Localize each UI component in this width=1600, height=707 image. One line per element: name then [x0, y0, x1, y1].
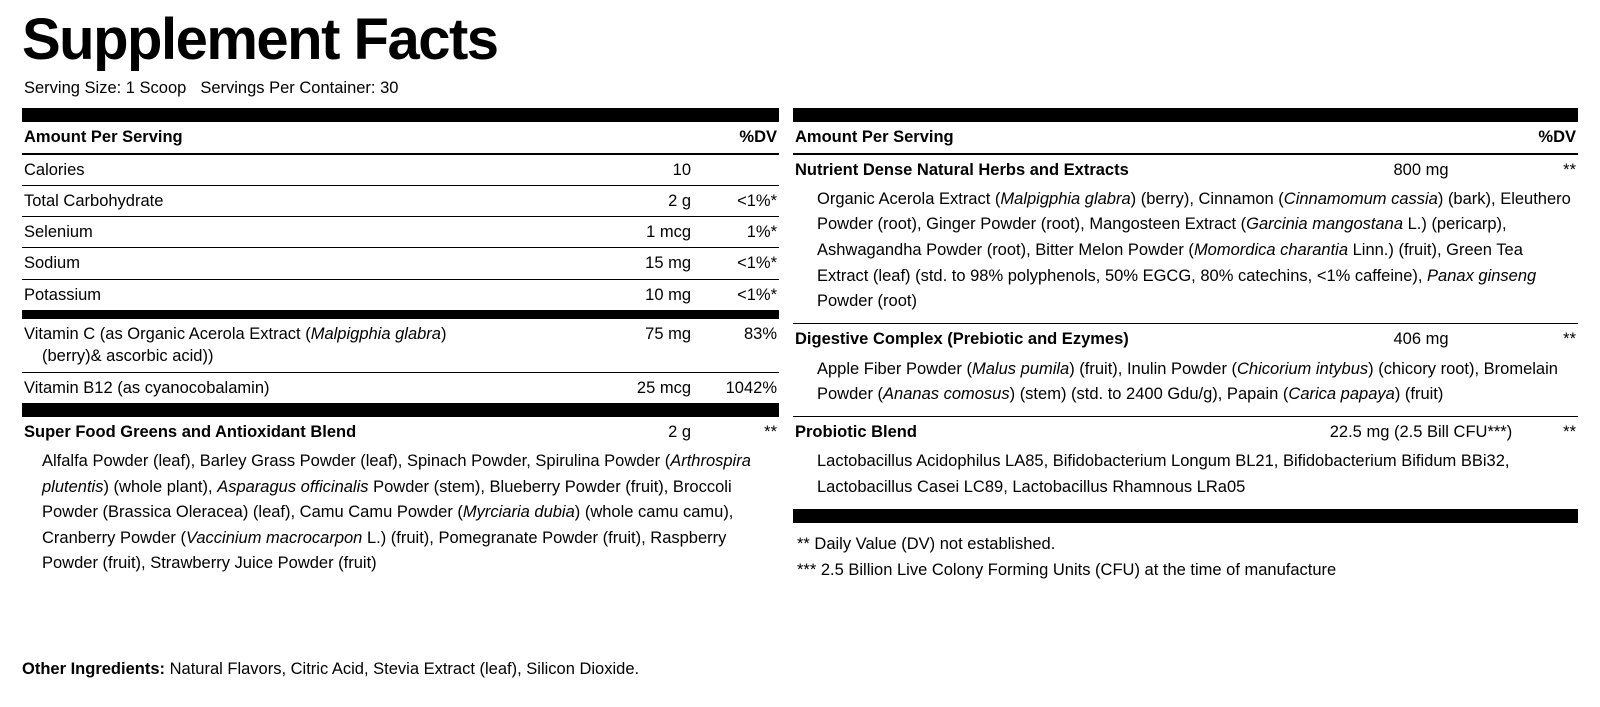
- other-ingredients-text: Natural Flavors, Citric Acid, Stevia Extract (leaf), Silicon Dioxide.: [165, 660, 640, 678]
- nutrient-amount: 10 mg: [645, 285, 691, 304]
- blend-amount: 2 g: [668, 422, 691, 441]
- left-blend-bar: [22, 403, 779, 417]
- vitamin-name-post: ): [440, 324, 447, 343]
- nutrient-name: Sodium: [24, 254, 80, 273]
- other-ingredients-label: Other Ingredients:: [22, 660, 166, 678]
- servings-per-container-label: Servings Per Container: 30: [200, 78, 399, 97]
- right-column-header: [793, 122, 1578, 153]
- supplement-facts-panel: [22, 7, 1578, 585]
- vitamin-dv: 1042%: [725, 378, 777, 397]
- footnotes: [793, 523, 1578, 584]
- blend-title: Super Food Greens and Antioxidant Blend: [24, 422, 357, 441]
- table-row: [22, 155, 779, 185]
- left-column-header: [22, 122, 779, 153]
- left-mid-bar: [22, 310, 779, 319]
- blend-title: Digestive Complex (Prebiotic and Ezymes): [795, 330, 1129, 349]
- nutrient-dv: 1%*: [746, 223, 777, 242]
- nutrient-name: Selenium: [24, 223, 93, 242]
- other-ingredients: [22, 660, 639, 679]
- blend-dv: **: [1563, 423, 1576, 442]
- left-dv-header: %DV: [739, 127, 777, 146]
- nutrient-dv: <1%*: [737, 191, 777, 210]
- blend-title: Nutrient Dense Natural Herbs and Extracts: [795, 160, 1129, 179]
- vitamin-amount: 25 mcg: [636, 378, 691, 397]
- nutrient-dv: <1%*: [737, 285, 777, 304]
- vitamin-dv: 83%: [743, 324, 777, 343]
- table-row: [22, 248, 779, 278]
- blend-dv: **: [1563, 160, 1576, 179]
- nutrient-name: Total Carbohydrate: [24, 191, 164, 210]
- left-top-bar: [22, 108, 779, 122]
- nutrient-amount: 1 mcg: [646, 223, 691, 242]
- right-top-bar: [793, 108, 1578, 122]
- nutrient-name: Calories: [24, 160, 85, 179]
- vitamin-name: [24, 323, 571, 368]
- right-dv-header: %DV: [1538, 127, 1576, 146]
- vitamin-name: Vitamin B12 (as cyanocobalamin): [24, 378, 270, 397]
- right-footnote-bar: [793, 509, 1578, 523]
- nutrient-amount: 10: [672, 160, 691, 179]
- vitamin-name-italic: Malpigphia glabra: [310, 324, 441, 343]
- blend-row: [22, 417, 779, 447]
- blend-row: [793, 417, 1578, 447]
- facts-columns: [22, 108, 1578, 585]
- blend-amount: 406 mg: [1393, 330, 1449, 349]
- blend-row: [793, 324, 1578, 354]
- blend-amount: 22.5 mg (2.5 Bill CFU***): [1329, 423, 1513, 442]
- table-row: [22, 280, 779, 310]
- footnote-cfu: *** 2.5 Billion Live Colony Forming Units (CFU) at the time of manufacture: [797, 560, 1337, 579]
- blend-ingredients: Apple Fiber Powder (Malus pumila) (fruit), Inulin Powder (Chicorium intybus) (chicory root), Bromelain Powder (Ananas comosus) (stem) (std. to 2400 Gdu/g), Papain (Carica papaya) (fruit): [817, 359, 1558, 404]
- vitamin-amount: 75 mg: [645, 324, 691, 343]
- nutrient-amount: 15 mg: [645, 254, 691, 273]
- blend-row: [793, 155, 1578, 185]
- blend-dv: **: [1563, 330, 1576, 349]
- left-column: [22, 108, 779, 585]
- left-amount-per-serving-header: Amount Per Serving: [24, 127, 183, 146]
- blend-amount: 800 mg: [1393, 160, 1449, 179]
- serving-size-label: Serving Size: 1 Scoop: [24, 78, 187, 97]
- right-amount-per-serving-header: Amount Per Serving: [795, 127, 954, 146]
- blend-dv: **: [764, 422, 777, 441]
- nutrient-name: Potassium: [24, 285, 102, 304]
- footnote-dv: ** Daily Value (DV) not established.: [797, 534, 1056, 553]
- blend-title: Probiotic Blend: [795, 423, 917, 442]
- table-row: [22, 186, 779, 216]
- blend-ingredients: Organic Acerola Extract (Malpigphia glabra) (berry), Cinnamon (Cinnamomum cassia) (bark), Eleuthero Powder (root), Ginger Powder (root), Mangosteen Extract (Garcinia mangostana L.) (pericarp), Ashwagandha Powder (root), Bitter Melon Powder (Momordica charantia Linn.) (fruit), Green Tea Extract (leaf) (std. to 98% polyphenols, 50% EGCG, 80% catechins, <1% caffeine), Panax ginseng Powder (root): [817, 189, 1571, 311]
- nutrient-amount: 2 g: [668, 191, 691, 210]
- table-row: [22, 319, 779, 372]
- serving-info: [24, 79, 1578, 98]
- right-column: [793, 108, 1578, 583]
- blend-ingredients: Lactobacillus Acidophilus LA85, Bifidobacterium Longum BL21, Bifidobacterium Bifidum BBi32, Lactobacillus Casei LC89, Lactobacillus Rhamnous LRa05: [817, 452, 1510, 496]
- vitamin-name-pre: Vitamin C (as Organic Acerola Extract (: [24, 324, 311, 343]
- vitamin-name-second-line: (berry)& ascorbic acid)): [42, 347, 214, 366]
- nutrient-dv: <1%*: [737, 254, 777, 273]
- page-title: Supplement Facts: [22, 7, 498, 72]
- table-row: [22, 217, 779, 247]
- blend-ingredients: Alfalfa Powder (leaf), Barley Grass Powder (leaf), Spinach Powder, Spirulina Powder (Arthrospira plutentis) (whole plant), Asparagus officinalis Powder (stem), Blueberry Powder (fruit), Broccoli Powder (Brassica Oleracea) (leaf), Camu Camu Powder (Myrciaria dubia) (whole camu camu), Cranberry Powder (Vaccinium macrocarpon L.) (fruit), Pomegranate Powder (fruit), Raspberry Powder (fruit), Strawberry Juice Powder (fruit): [42, 452, 751, 573]
- table-row: [22, 373, 779, 403]
